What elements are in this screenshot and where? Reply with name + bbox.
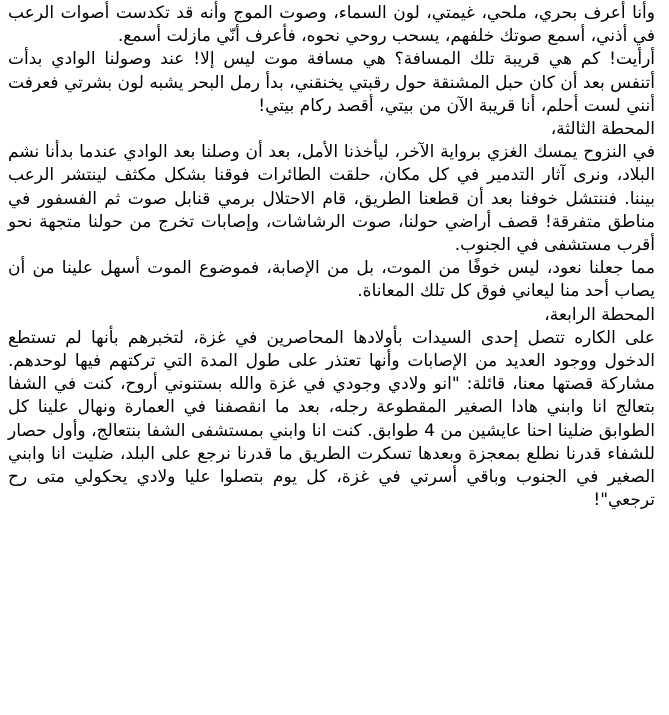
heading-station-four: المحطة الرابعة، (544, 304, 655, 325)
paragraph-displacement: في النزوح يمسك الغزي برواية الآخر، ليأخذنا الأمل، بعد أن وصلنا بعد الوادي عندما بدأنا نشم البلاد، ونرى آثار التدمير في كل مكان، حلقت الطائرات فوقنا بشكل مكثف لينتشر الرعب بيننا. فننتشل خوفنا بعد أن قطعنا الطريق، قام الاحتلال برمي قنابل صوت ثم الفسفور في مناطق متفرقة! قصف أراضي حولنا، صوت الرشاشات، وإصابات تخرج من حولنا متجهة نحو أقرب مستشفى في الجنوب. (8, 142, 655, 256)
paragraph-death-distance: أرأيت! كم هي قريبة تلك المسافة؟ هي مسافة موت ليس إلا! عند وصولنا الوادي بدأت أتنفس بعد أن كان حبل المشنقة حول رقبتي يخنقني، بدأ رمل البحر يشبه لون بشرتي فعرفت أنني لست أحلم، أنا قريبة الآن من بيتي، أقصد ركام بيتي! (8, 49, 655, 116)
paragraph-return: مما جعلنا نعود، ليس خوفًا من الموت، بل من الإصابة، فموضوع الموت أسهل علينا من أن يصاب أحد منا ليعاني فوق كل تلك المعاناة. (8, 258, 655, 302)
heading-station-three: المحطة الثالثة، (550, 119, 655, 140)
paragraph-sea-memory: وأنا أعرف بحري، ملحي، غيمتي، لون السماء، وصوت الموج وأنه قد تكدست أصوات الرعب في أذني، أسمع صوتك خلفهم، يسحب روحي نحوه، فأعرف أنّي مازلت أسمع. (8, 3, 655, 47)
paragraph-mother-call: على الكاره تتصل إحدى السيدات بأولادها المحاصرين في غزة، لتخبرهم بأنها لم تستطع الدخول ووجود العديد من الإصابات وأنها تعتذر على طول المدة التي تركتهم فيها لوحدهم. مشاركة قصتها معنا، قائلة: "انو ولادي وجودي في غزة والله بستنوني أروح، كنت في الشفا بتعالج انا وابني هادا الصغير المقطوعة رجله، بعد ما انقصفنا في العمارة ونهال علينا كل الطوابق ضلينا احنا عايشين من 4 طوابق. كنت انا وابني بمستشفى الشفا بنتعالج، وأول حصار للشفاء قدرنا نطلع بمعجزة وبعدها تسكرت الطريق ما قدرنا نرجع على البلد، ضليت انا وابني الصغير في الجنوب وباقي أسرتي في غزة، كل يوم بتصلوا عليا ولادي يحكولي متى رح ترجعي"! (8, 327, 656, 511)
